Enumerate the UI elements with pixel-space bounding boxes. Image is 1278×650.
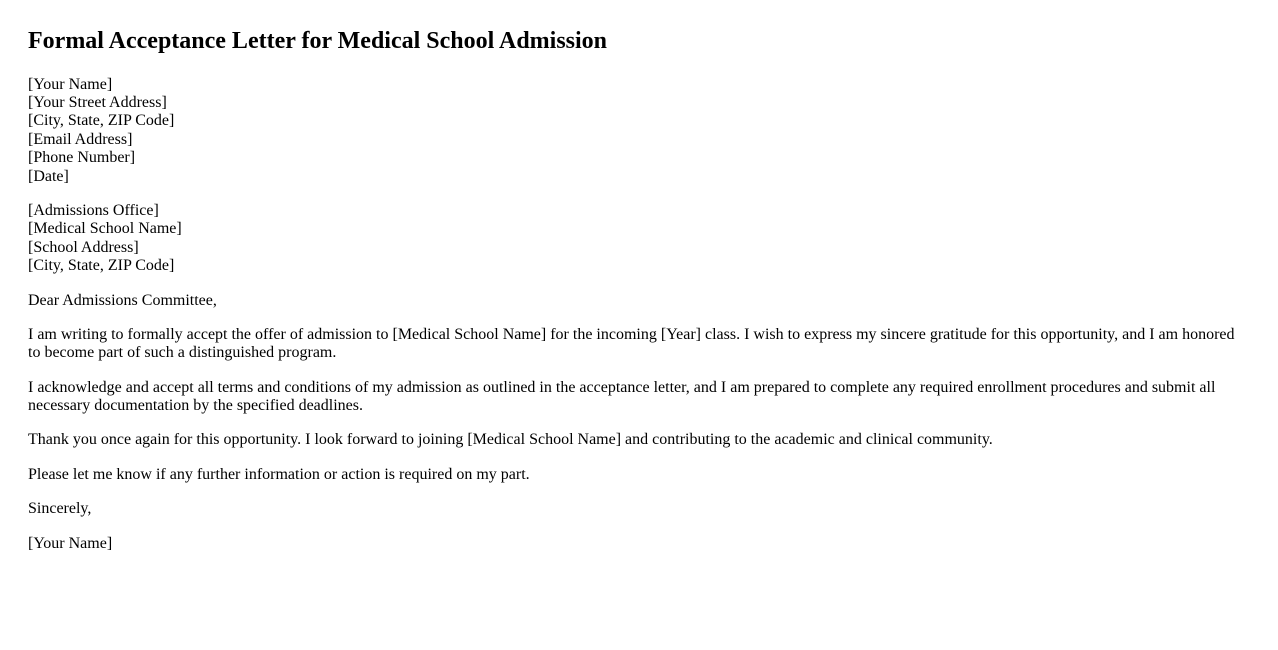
sender-email-line: [Email Address]: [28, 130, 133, 148]
document-title: Formal Acceptance Letter for Medical School Admission: [28, 28, 608, 54]
sender-street-line: [Your Street Address]: [28, 93, 167, 111]
body-paragraph-2: I acknowledge and accept all terms and conditions of my admission as outlined in the acceptance letter, and I am prepared to complete any required enrollment procedures and submit all necessary documentation by the specified deadlines.: [28, 378, 1216, 415]
recipient-address-block: [28, 202, 1250, 276]
signature: [Your Name]: [28, 534, 113, 552]
body-paragraph-4: Please let me know if any further information or action is required on my part.: [28, 465, 530, 483]
closing: Sincerely,: [28, 500, 92, 518]
recipient-office-line: [Admissions Office]: [28, 201, 159, 219]
body-paragraph-3: Thank you once again for this opportunity. I look forward to joining [Medical School Name] and contributing to the academic and clinical community.: [28, 431, 993, 449]
sender-name-line: [Your Name]: [28, 75, 113, 93]
sender-date-line: [Date]: [28, 167, 69, 185]
sender-city-line: [City, State, ZIP Code]: [28, 112, 175, 130]
recipient-address-line: [School Address]: [28, 238, 139, 256]
body-paragraph-1: I am writing to formally accept the offer of admission to [Medical School Name] for the incoming [Year] class. I wish to express my sincere gratitude for this opportunity, and I am honored to become part of such a distinguished program.: [28, 325, 1235, 362]
recipient-school-line: [Medical School Name]: [28, 220, 182, 238]
salutation: Dear Admissions Committee,: [28, 291, 217, 309]
sender-address-block: [28, 76, 1250, 186]
sender-phone-line: [Phone Number]: [28, 149, 136, 167]
recipient-city-line: [City, State, ZIP Code]: [28, 257, 175, 275]
